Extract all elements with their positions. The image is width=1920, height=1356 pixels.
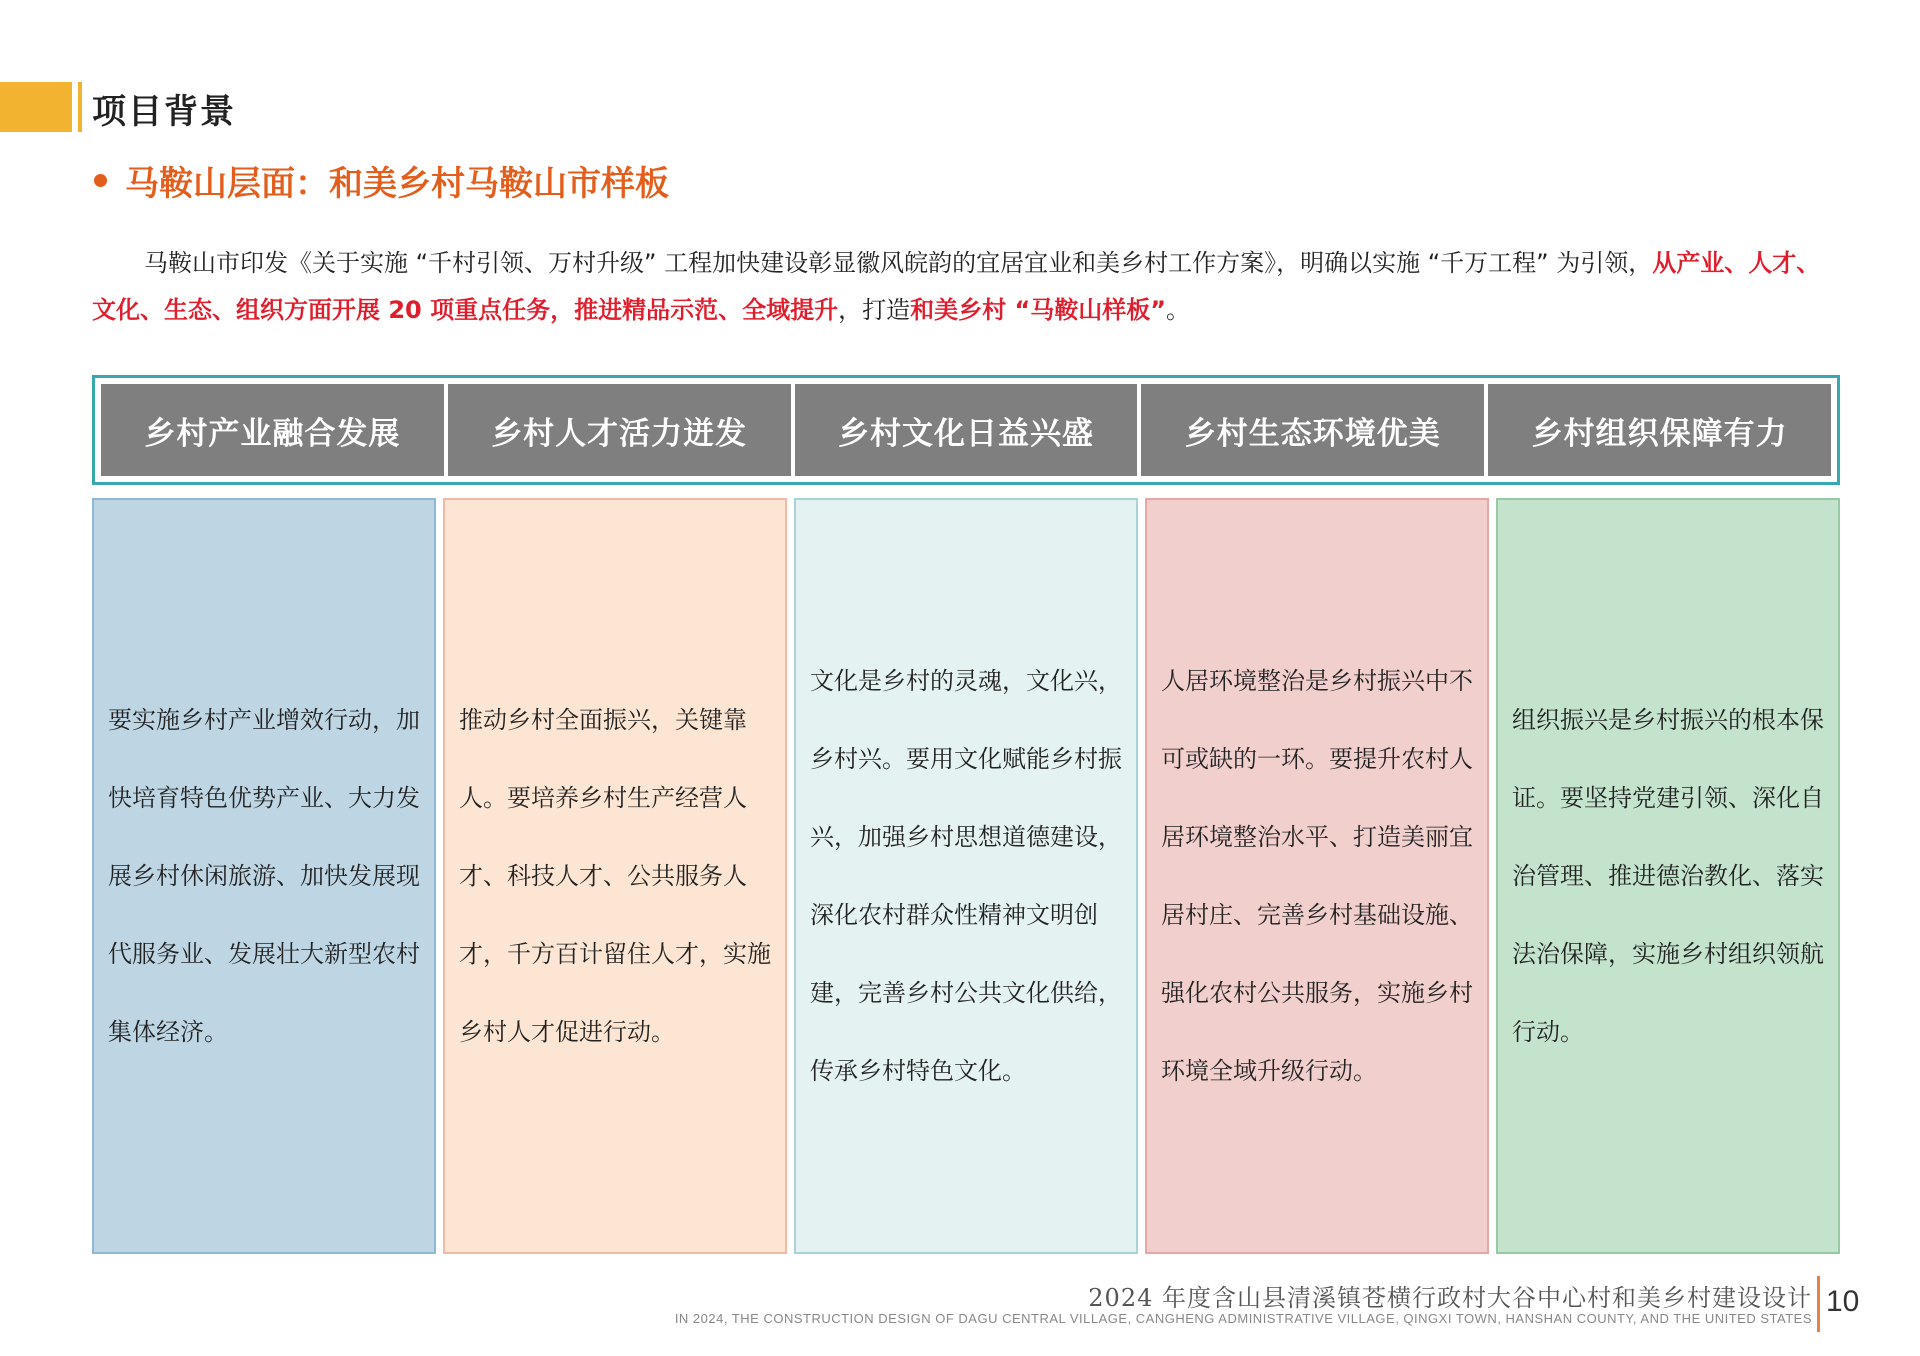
- bullet-dot-icon: [94, 174, 107, 187]
- card-ecology: [1145, 498, 1489, 1254]
- footer-divider: [1817, 1276, 1820, 1332]
- card-talent: [443, 498, 787, 1254]
- card-culture-text: 文化是乡村的灵魂，文化兴，乡村兴。要用文化赋能乡村振兴，加强乡村思想道德建设，深化农村群众性精神文明创建，完善乡村公共文化供给，传承乡村特色文化。: [810, 667, 1122, 1085]
- page-number: 10: [1826, 1285, 1860, 1318]
- theme-culture: 乡村文化日益兴盛: [795, 384, 1138, 476]
- footer-project-title: 2024 年度含山县清溪镇苍横行政村大谷中心村和美乡村建设设计: [1088, 1284, 1812, 1312]
- card-talent-text: 推动乡村全面振兴，关键靠人。要培养乡村生产经营人才、科技人才、公共服务人才，千方百计留住人才，实施乡村人才促进行动。: [459, 706, 771, 1046]
- intro-highlight-1: 从产业、人才、文化、生态、组织方面开展 20 项重点任务，推进精品示范、全域提升: [92, 249, 1821, 324]
- footer-project-title-en: IN 2024, THE CONSTRUCTION DESIGN OF DAGU CENTRAL VILLAGE, CANGHENG ADMINISTRATIVE VILLAGE, QINGXI TOWN, HANSHAN COUNTY, AND THE UNITED STATES: [674, 1311, 1812, 1326]
- theme-talent: 乡村人才活力迸发: [448, 384, 791, 476]
- section-subheading: [94, 156, 669, 205]
- card-industry: [92, 498, 436, 1254]
- intro-text-3: 。: [1166, 296, 1191, 324]
- card-culture: [794, 498, 1138, 1254]
- card-ecology-text: 人居环境整治是乡村振兴中不可或缺的一环。要提升农村人居环境整治水平、打造美丽宜居村庄、完善乡村基础设施、强化农村公共服务，实施乡村环境全域升级行动。: [1161, 667, 1473, 1085]
- intro-highlight-2: 和美乡村 “马鞍山样板”: [910, 296, 1167, 324]
- page-title: 项目背景: [92, 92, 236, 132]
- card-organization: [1496, 498, 1840, 1254]
- theme-industry: 乡村产业融合发展: [101, 384, 444, 476]
- card-organization-text: 组织振兴是乡村振兴的根本保证。要坚持党建引领、深化自治管理、推进德治教化、落实法治保障，实施乡村组织领航行动。: [1512, 706, 1824, 1046]
- theme-header-row: [92, 375, 1840, 485]
- header-divider: [78, 82, 82, 132]
- intro-text-2: ，打造: [838, 296, 911, 324]
- theme-organization: 乡村组织保障有力: [1488, 384, 1831, 476]
- card-industry-text: 要实施乡村产业增效行动，加快培育特色优势产业、大力发展乡村休闲旅游、加快发展现代服务业、发展壮大新型农村集体经济。: [108, 706, 420, 1046]
- intro-text-1: 马鞍山市印发《关于实施 “千村引领、万村升级” 工程加快建设彰显徽风皖韵的宜居宜业和美乡村工作方案》，明确以实施 “千万工程” 为引领，: [144, 249, 1653, 277]
- intro-paragraph: [92, 240, 1832, 334]
- subheading-text: 马鞍山层面：和美乡村马鞍山市样板: [125, 164, 669, 204]
- theme-ecology: 乡村生态环境优美: [1141, 384, 1484, 476]
- theme-cards: [92, 498, 1840, 1254]
- header-accent-block: [0, 82, 72, 132]
